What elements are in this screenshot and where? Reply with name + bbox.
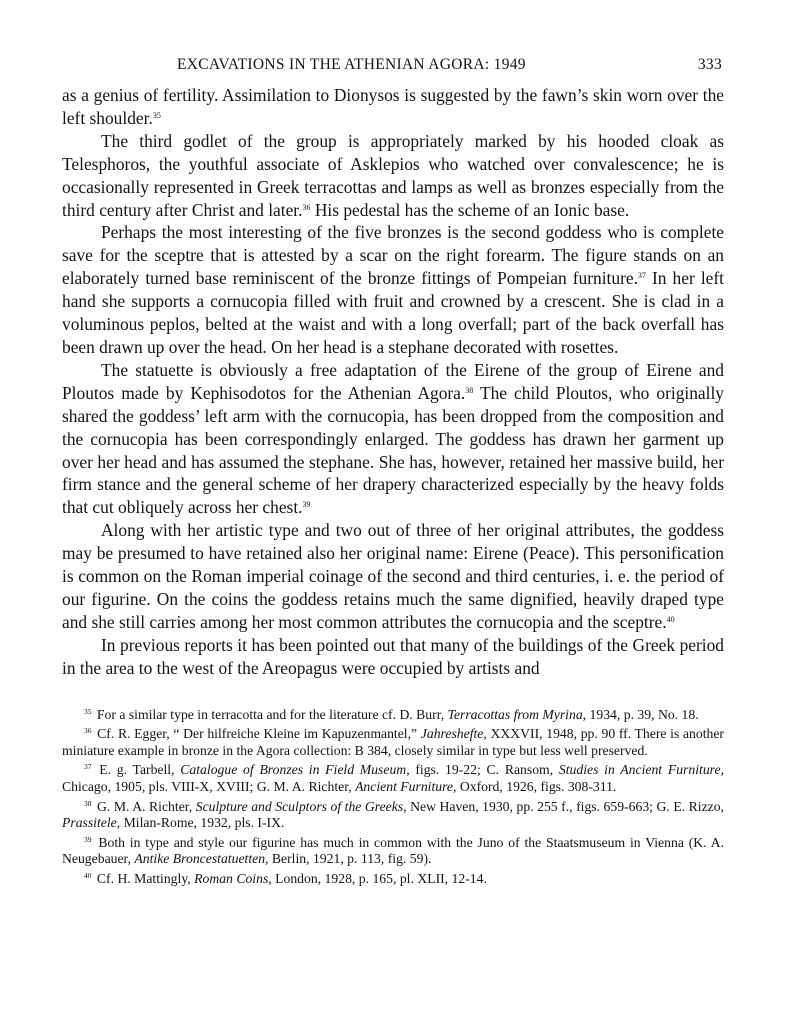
paragraph xyxy=(62,519,724,634)
text-run: Cf. H. Mattingly, xyxy=(93,870,195,886)
cited-title: Studies in Ancient Furniture xyxy=(558,762,721,778)
footnote xyxy=(62,835,724,868)
cited-title: Sculpture and Sculptors of the Greeks xyxy=(195,798,404,814)
footnote-ref[interactable]: 38 xyxy=(465,385,474,395)
cited-title: Jahreshefte xyxy=(420,726,484,742)
text-run: In previous reports it has been pointed out that many of the buildings of the Greek period in the area to the west of the Areopagus were occupied by artists and xyxy=(62,634,724,678)
paragraph xyxy=(62,221,724,358)
paragraph xyxy=(62,634,724,680)
text-run: , 1934, p. 39, No. 18. xyxy=(582,706,699,722)
text-run: Along with her artistic type and two out of three of her original attributes, the goddess may be presumed to have retained also her original name: Eirene (Peace). This personification is common on the Roman imperial coinage of the second and third centuries, i. e. the period of our figurine. On the coins the goddess retains much the same dignified, heavily draped type and she still carries among her most common attributes the cornucopia and the sceptre. xyxy=(62,520,724,632)
footnote-ref[interactable]: 36 xyxy=(302,202,311,212)
footnote xyxy=(62,762,724,795)
footnote-number: 35 xyxy=(84,706,92,716)
text-run: Both in type and style our figurine has much in common with the Juno of the Staatsmuseum in Vienna (K. A. Neugebauer, xyxy=(62,834,724,867)
text-run: The child Ploutos, who originally shared the goddess’ left arm with the cornucopia, has been dropped from the composition and the cornucopia has been correspondingly enlarged. The goddess has drawn her garment up over her head and has assumed the stephane. She has, however, retained her massive build, her firm stance and the general scheme of her drapery characterized especially by the heavy folds that cut obliquely across her chest. xyxy=(62,382,724,518)
footnote xyxy=(62,726,724,759)
text-run: His pedestal has the scheme of an Ionic base. xyxy=(310,199,630,220)
running-header xyxy=(62,56,724,82)
text-run: , figs. 19-22; C. Ransom, xyxy=(406,762,559,778)
footnote xyxy=(62,799,724,832)
paragraph xyxy=(62,84,724,130)
paragraph xyxy=(62,130,724,222)
cited-title: Catalogue of Bronzes in Field Museum xyxy=(180,762,407,778)
text-run: E. g. Tarbell, xyxy=(93,762,181,778)
text-run: G. M. A. Richter, xyxy=(93,798,196,814)
text-run: Cf. R. Egger, “ Der hilfreiche Kleine im Kapuzenmantel,” xyxy=(93,726,421,742)
footnote-ref[interactable]: 37 xyxy=(637,271,646,281)
text-run: , Oxford, 1926, figs. 308-311. xyxy=(453,778,617,794)
document-page xyxy=(62,56,724,888)
text-run: , Milan-Rome, 1932, pls. I-IX. xyxy=(116,815,285,831)
text-run: , Berlin, 1921, p. 113, fig. 59). xyxy=(265,851,432,867)
paragraph xyxy=(62,359,724,519)
text-run: Perhaps the most interesting of the five bronzes is the second goddess who is complete save for the sceptre that is attested by a scar on the right forearm. The figure stands on an elaborately turned base reminiscent of the bronze fittings of Pompeian furniture. xyxy=(62,222,724,289)
text-run: , Chicago, 1905, pls. VIII-X, XVIII; G. M. A. Richter, xyxy=(62,762,724,794)
footnote-number: 36 xyxy=(84,726,92,736)
footnotes xyxy=(62,707,724,888)
footnote-number: 38 xyxy=(84,798,92,808)
running-title: EXCAVATIONS IN THE ATHENIAN AGORA: 1949 xyxy=(177,56,526,73)
cited-title: Roman Coins xyxy=(194,870,269,886)
page-number: 333 xyxy=(697,56,722,73)
cited-title: Prassitele xyxy=(62,815,117,831)
footnote-number: 39 xyxy=(84,834,92,844)
cited-title: Ancient Furniture xyxy=(355,778,454,794)
text-run: , London, 1928, p. 165, pl. XLII, 12-14. xyxy=(268,870,487,886)
text-run: , XXXVII, 1948, pp. 90 ff. There is another miniature example in bronze in the Agora collection: B 384, closely similar in type but less well preserved. xyxy=(62,726,724,758)
footnote xyxy=(62,707,724,724)
footnote-number: 40 xyxy=(84,870,92,880)
text-run: , New Haven, 1930, pp. 255 f., figs. 659-663; G. E. Rizzo, xyxy=(403,798,724,814)
cited-title: Terracottas from Myrina xyxy=(447,706,583,722)
body-text xyxy=(62,84,724,680)
text-run: The third godlet of the group is appropriately marked by his hooded cloak as Telesphoros, the youthful associate of Asklepios who watched over convalescence; he is occasionally represented in Greek terracottas and lamps as well as bronzes especially from the third century after Christ and later. xyxy=(62,130,724,220)
text-run: In her left hand she supports a cornucopia filled with fruit and crowned by a crescent. She is clad in a voluminous peplos, belted at the waist and with a long overfall; part of the back overfall has been drawn up over the head. On her head is a stephane decorated with rosettes. xyxy=(62,268,724,357)
footnote-number: 37 xyxy=(84,762,92,772)
footnote-ref[interactable]: 40 xyxy=(666,614,675,624)
footnote-ref[interactable]: 39 xyxy=(302,500,311,510)
footnote-ref[interactable]: 35 xyxy=(152,110,161,120)
footnote xyxy=(62,871,724,888)
text-run: as a genius of fertility. Assimilation to Dionysos is suggested by the fawn’s skin worn over the left shoulder. xyxy=(62,85,724,128)
text-run: The statuette is obviously a free adaptation of the Eirene of the group of Eirene and Ploutos made by Kephisodotos for the Athenian Agora. xyxy=(62,359,724,403)
text-run: For a similar type in terracotta and for the literature cf. D. Burr, xyxy=(93,706,448,722)
cited-title: Antike Broncestatuetten xyxy=(134,851,266,867)
